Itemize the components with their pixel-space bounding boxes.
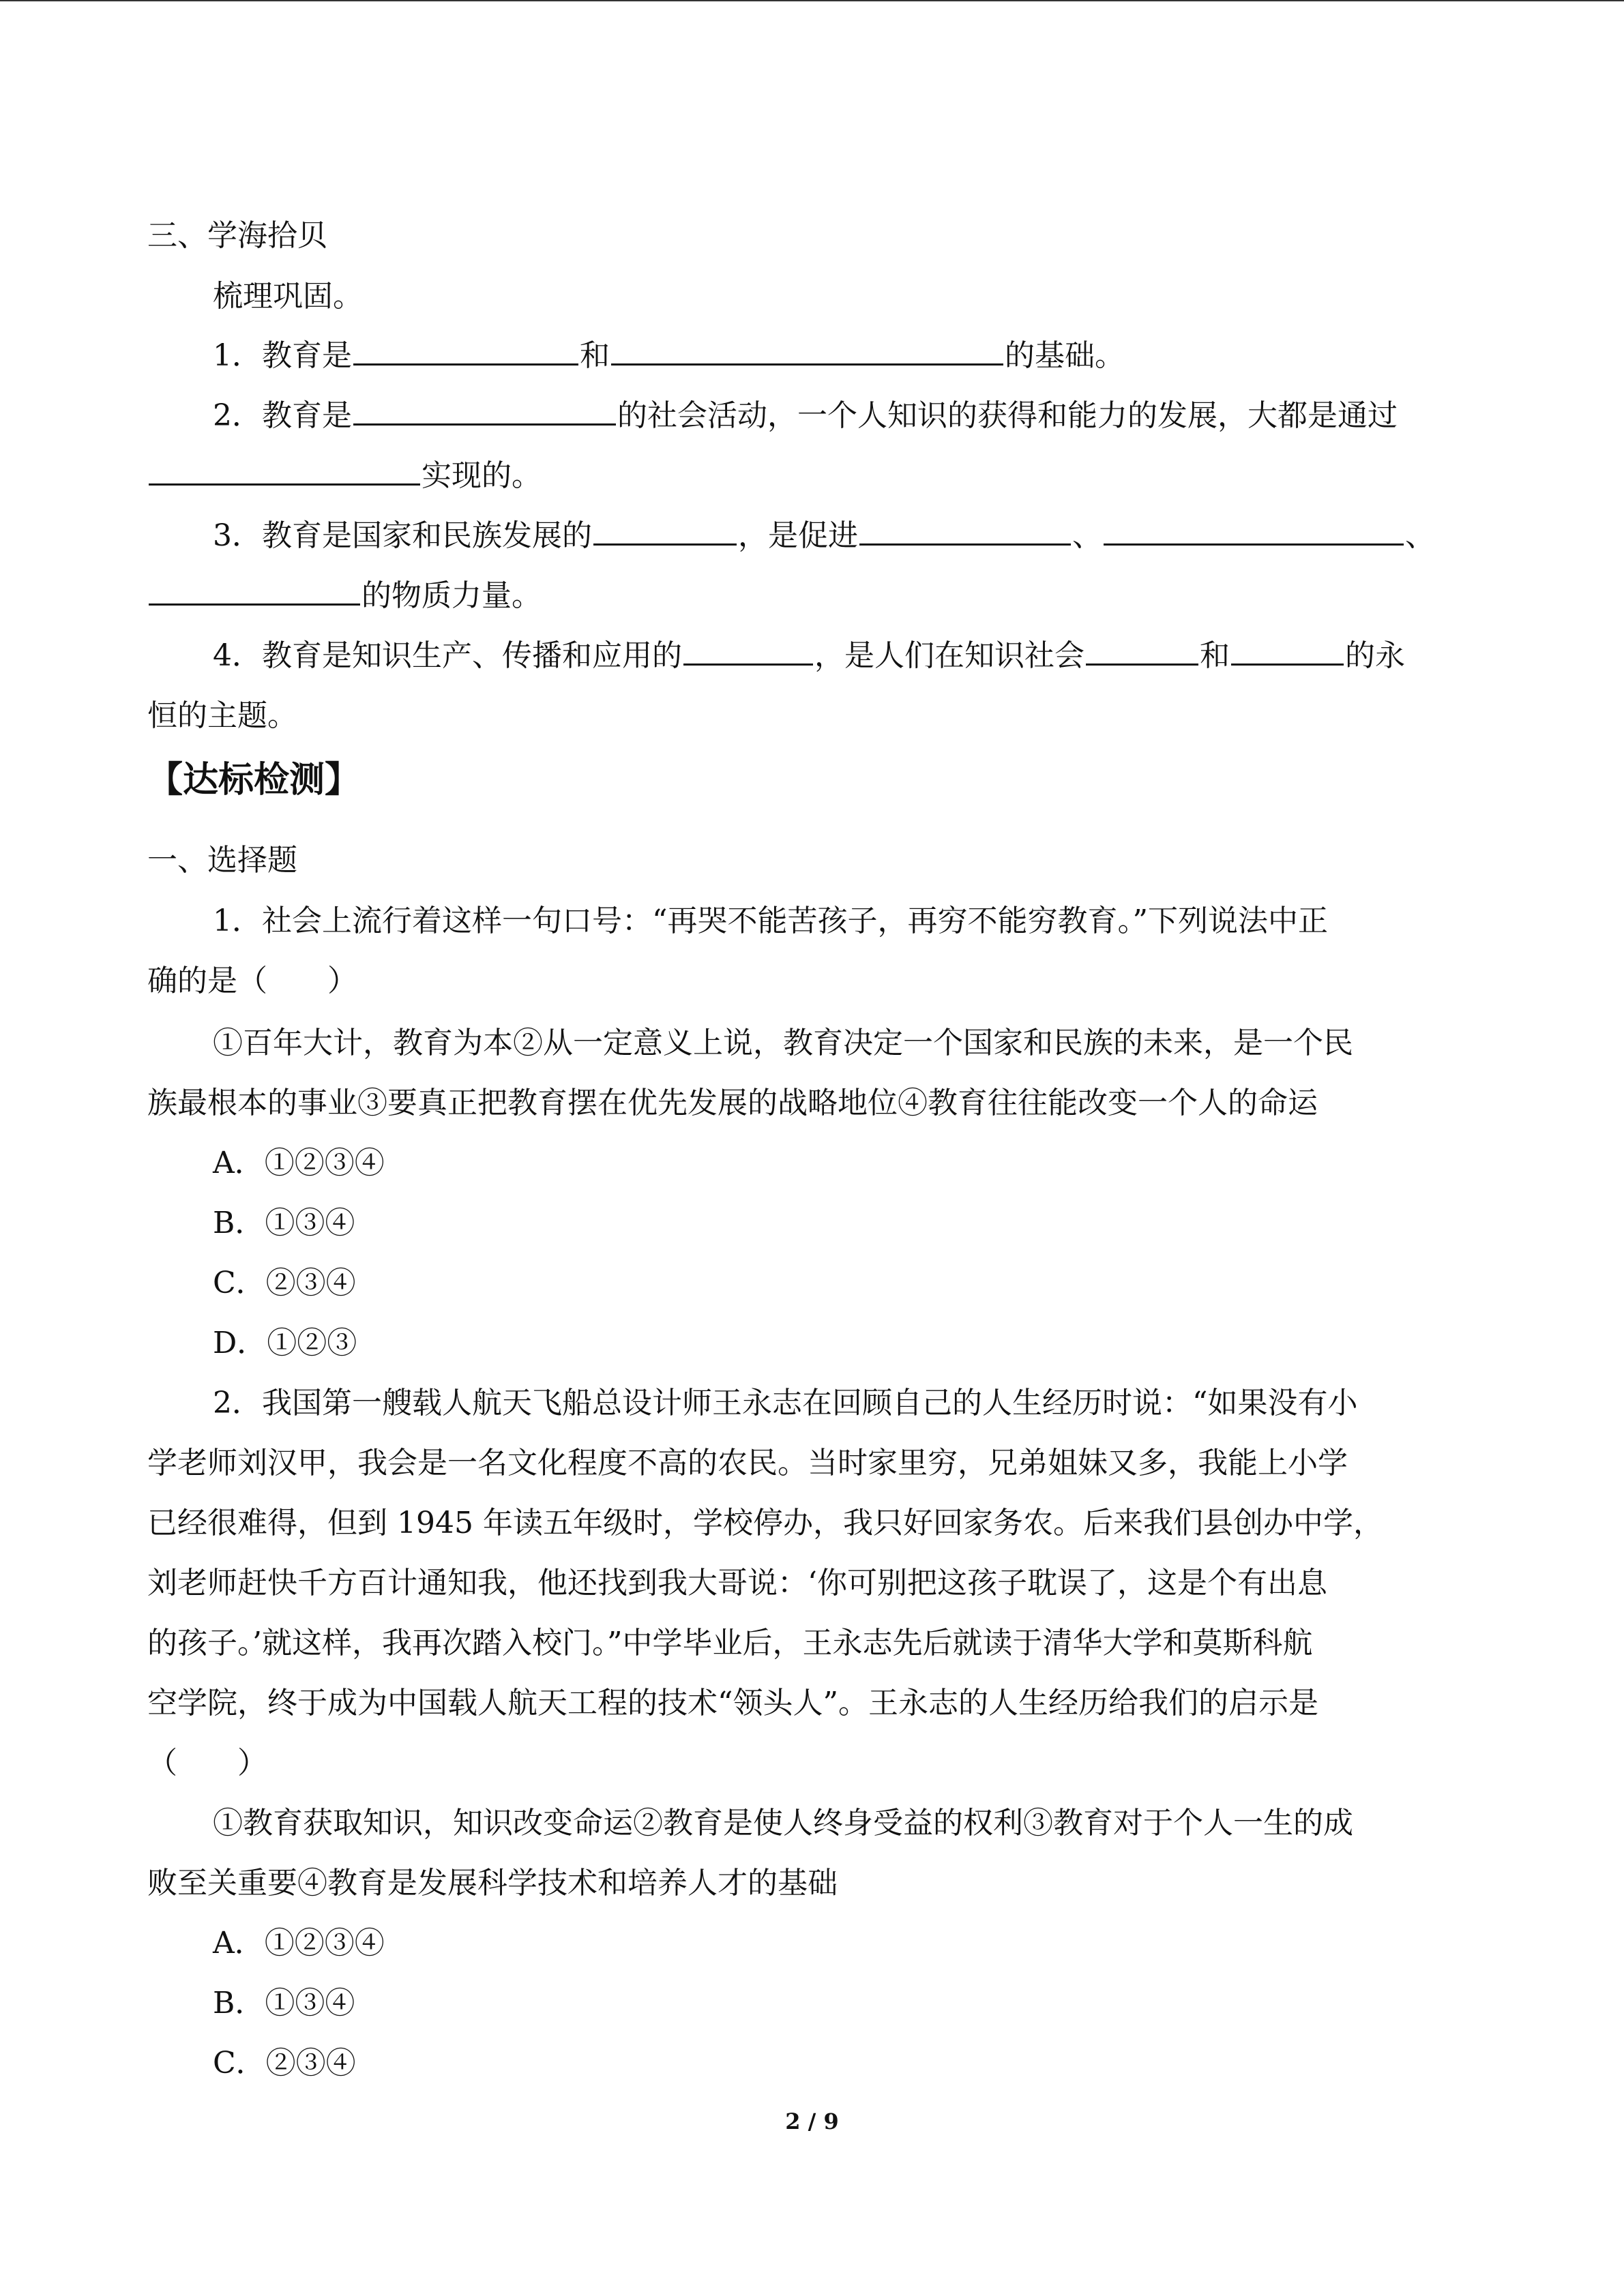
- question-2-stem: 2．我国第一艘载人航天飞船总设计师王永志在回顾自己的人生经历时说：“如果没有小: [213, 1386, 1358, 1420]
- question-2-stem-line: 空学院，终于成为中国载人航天工程的技术“领头人”。王永志的人生经历给我们的启示是: [147, 1686, 1318, 1720]
- answer-blank[interactable]: [1231, 633, 1344, 666]
- question-1-statements: ①百年大计，教育为本②从一定意义上说，教育决定一个国家和民族的未来，是一个民: [213, 1026, 1353, 1060]
- option-a[interactable]: A．①②③④: [213, 1146, 385, 1180]
- answer-blank[interactable]: [149, 453, 420, 486]
- question-1-statements-cont: 族最根本的事业③要真正把教育摆在优先发展的战略地位④教育往往能改变一个人的命运: [147, 1086, 1318, 1120]
- section-intro: 梳理巩固。: [213, 279, 363, 314]
- option-d[interactable]: D．①②③: [213, 1326, 357, 1360]
- question-1-stem-cont: 确的是（ ）: [147, 964, 357, 998]
- question-2-stem-line: 已经很难得，但到 1945 年读五年级时，学校停办，我只好回家务农。后来我们县创办中学，: [147, 1506, 1383, 1540]
- question-2-stem-line: 的孩子。’就这样，我再次踏入校门。”中学毕业后，王永志先后就读于清华大学和莫斯科航: [147, 1626, 1313, 1660]
- top-border: [0, 0, 1624, 1]
- option-b[interactable]: B．①③④: [213, 1206, 355, 1240]
- fill-question-3: 3．教育是国家和民族发展的 ，是促进 、 、: [213, 506, 1435, 566]
- answer-blank[interactable]: [859, 513, 1071, 546]
- fill-question-3-cont: 的物质力量。: [147, 566, 542, 626]
- fill-question-2: 2．教育是 的社会活动，一个人知识的获得和能力的发展，大都是通过: [213, 386, 1398, 446]
- fill-question-1: 1．教育是 和 的基础。: [213, 326, 1125, 386]
- answer-blank[interactable]: [1104, 513, 1404, 546]
- answer-blank[interactable]: [353, 393, 616, 426]
- section-title: 三、学海拾贝: [147, 218, 327, 253]
- page-number: 2 / 9: [785, 2108, 839, 2134]
- option-c[interactable]: C．②③④: [213, 2046, 356, 2081]
- fill-question-4: 4．教育是知识生产、传播和应用的 ，是人们在知识社会 和 的永: [213, 626, 1405, 686]
- option-a[interactable]: A．①②③④: [213, 1926, 385, 1960]
- fill-question-4-cont: 恒的主题。: [147, 698, 297, 733]
- question-1-stem: 1．社会上流行着这样一句口号：“再哭不能苦孩子，再穷不能穷教育。”下列说法中正: [213, 904, 1328, 938]
- question-2-stem-line: 刘老师赶快千方百计通知我，他还找到我大哥说：‘你可别把这孩子耽误了，这是个有出息: [147, 1566, 1327, 1600]
- part-title: 一、选择题: [147, 843, 297, 878]
- answer-blank[interactable]: [593, 513, 737, 546]
- question-2-answer-bracket: （ ）: [147, 1746, 267, 1780]
- answer-blank[interactable]: [1086, 633, 1198, 666]
- option-c[interactable]: C．②③④: [213, 1266, 356, 1300]
- question-2-statements-cont: 败至关重要④教育是发展科学技术和培养人才的基础: [147, 1866, 838, 1900]
- answer-blank[interactable]: [683, 633, 813, 666]
- section-heading: 【达标检测】: [147, 759, 361, 801]
- question-2-stem-line: 学老师刘汉甲，我会是一名文化程度不高的农民。当时家里穷，兄弟姐妹又多，我能上小学: [147, 1446, 1348, 1480]
- question-2-statements: ①教育获取知识，知识改变命运②教育是使人终身受益的权利③教育对于个人一生的成: [213, 1806, 1353, 1840]
- option-b[interactable]: B．①③④: [213, 1986, 355, 2021]
- answer-blank[interactable]: [611, 333, 1003, 366]
- fill-question-2-cont: 实现的。: [147, 446, 542, 506]
- answer-blank[interactable]: [353, 333, 578, 366]
- answer-blank[interactable]: [149, 573, 360, 606]
